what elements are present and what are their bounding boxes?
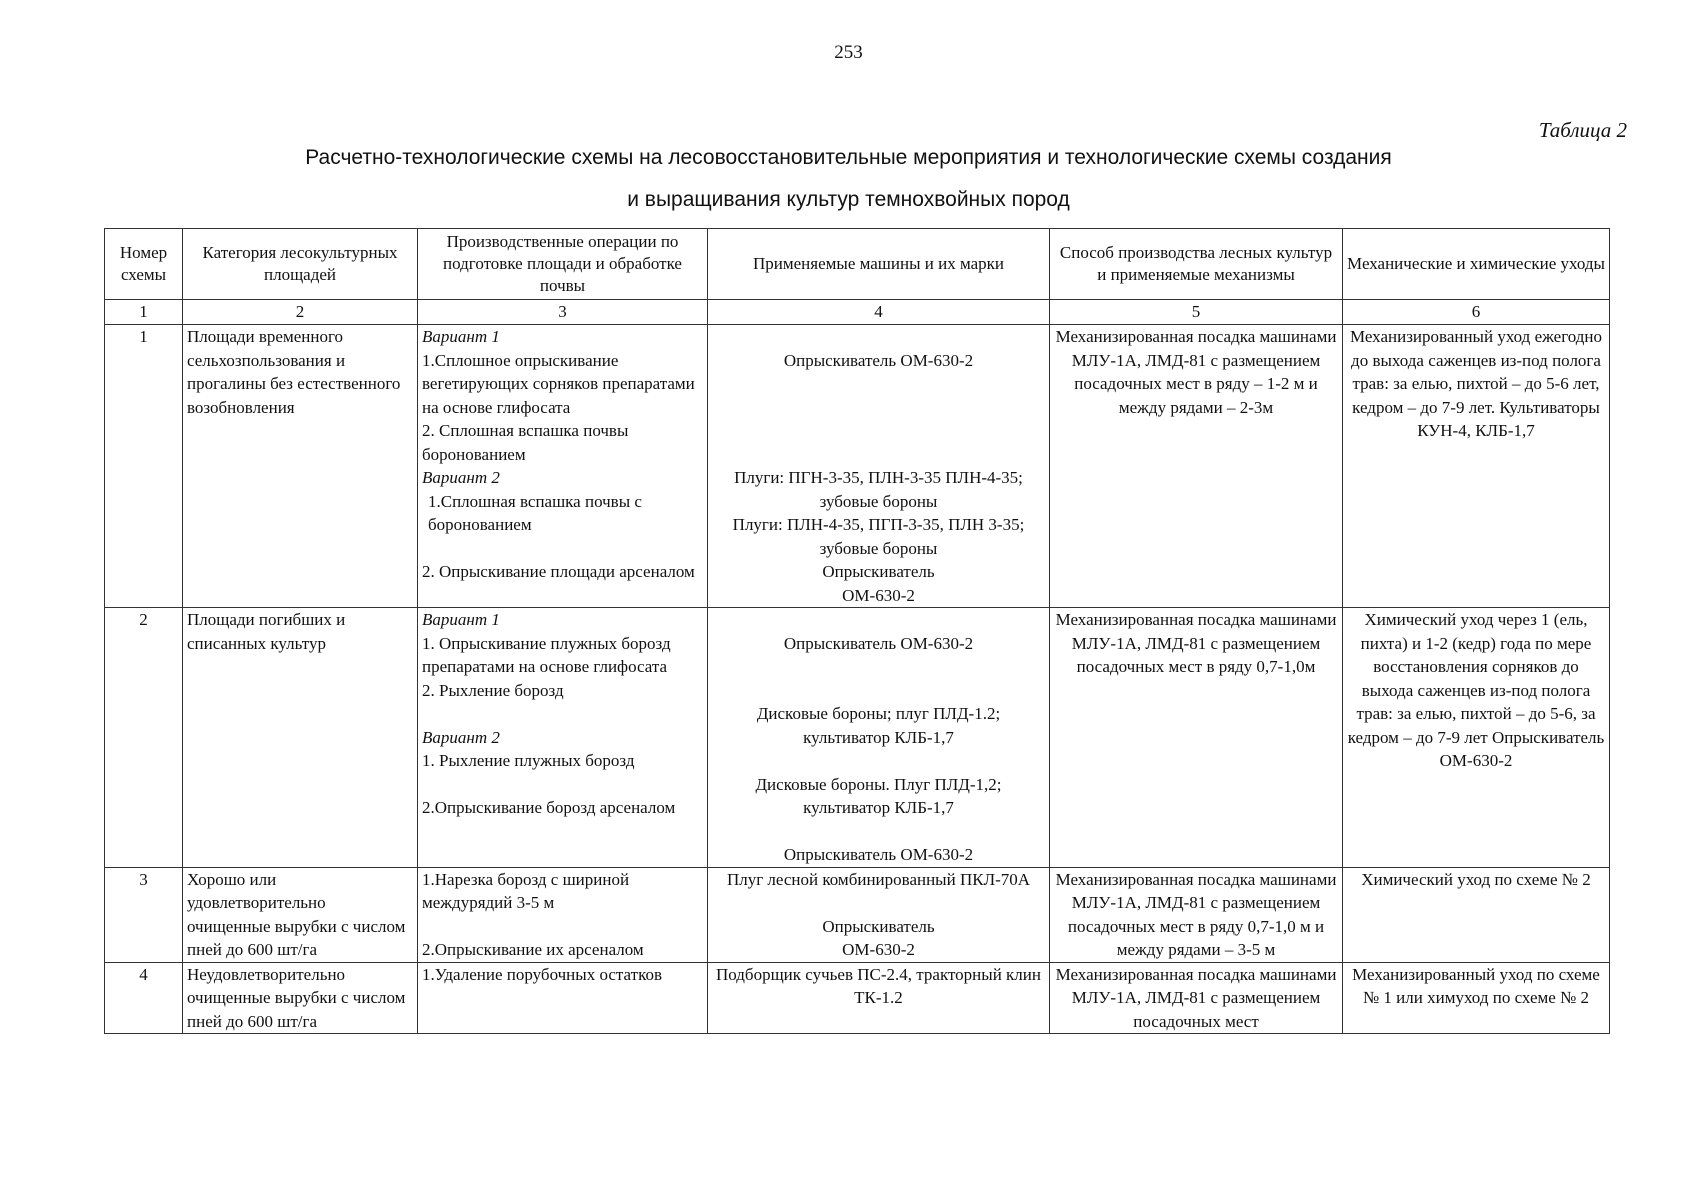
operations-cell [418, 325, 708, 608]
variant-label: Вариант 1 [422, 327, 500, 346]
machine-text: ОМ-630-2 [842, 940, 915, 959]
column-number: 1 [105, 300, 183, 325]
machine-text: Опрыскиватель ОМ-630-2 [783, 633, 974, 653]
machine-text: Опрыскиватель ОМ-630-2 [783, 845, 974, 864]
column-number: 2 [183, 300, 418, 325]
scheme-number: 2 [105, 608, 183, 868]
machine-text: Дисковые бороны; плуг ПЛД-1.2; культиватор КЛБ-1,7 [756, 704, 1001, 747]
column-number: 5 [1050, 300, 1343, 325]
table-row [105, 962, 1610, 1034]
machine-text: Опрыскиватель [822, 916, 935, 936]
machine-text: ОМ-630-2 [842, 585, 915, 605]
column-number-row [105, 300, 1610, 325]
table-label: Таблица 2 [1538, 118, 1627, 142]
scheme-number: 1 [105, 325, 183, 608]
machines-cell [708, 962, 1050, 1034]
variant-label: Вариант 2 [422, 727, 500, 747]
header-machines: Применяемые машины и их марки [708, 229, 1050, 300]
header-method: Способ производства лесных культур и применяемые механизмы [1050, 229, 1343, 300]
column-number: 3 [418, 300, 708, 325]
operations-cell [418, 608, 708, 868]
header-care: Механические и химические уходы [1343, 229, 1610, 300]
operation-text: 2.Опрыскивание их арсеналом [422, 940, 644, 959]
machine-text: Плуг лесной комбинированный ПКЛ-70А [726, 869, 1031, 889]
operation-text: 2. Опрыскивание площади арсеналом [422, 562, 695, 581]
operation-text: 2. Рыхление борозд [422, 680, 564, 700]
operation-text: 2. Сплошная вспашка почвы боронованием [422, 421, 629, 464]
machine-text: Плуги: ПЛН-4-35, ПГП-3-35, ПЛН 3-35; зубовые бороны [732, 515, 1025, 558]
production-method: Механизированная посадка машинами МЛУ-1А, ЛМД-81 с размещением посадочных мест в ряду 0,7-1,0м [1050, 608, 1343, 868]
table-row [105, 867, 1610, 962]
header-operations: Производственные операции по подготовке площади и обработке почвы [418, 229, 708, 300]
machine-text: Плуги: ПГН-3-35, ПЛН-3-35 ПЛН-4-35; зубовые бороны [734, 468, 1023, 511]
operation-text: 1.Сплошное опрыскивание вегетирующих сорняков препаратами на основе глифосата [422, 350, 695, 417]
production-method: Механизированная посадка машинами МЛУ-1А, ЛМД-81 с размещением посадочных мест в ряду – 1-2 м и между рядами – 2-3м [1050, 325, 1343, 608]
operations-cell [418, 962, 708, 1034]
area-category: Хорошо или удовлетворительно очищенные вырубки с числом пней до 600 шт/га [183, 867, 418, 962]
header-scheme-number: Номер схемы [105, 229, 183, 300]
production-method: Механизированная посадка машинами МЛУ-1А, ЛМД-81 с размещением посадочных мест в ряду 0,7-1,0 м и между рядами – 3-5 м [1050, 867, 1343, 962]
operation-text: 1. Опрыскивание плужных борозд препаратами на основе глифосата [422, 633, 671, 676]
area-category: Неудовлетворительно очищенные вырубки с числом пней до 600 шт/га [183, 962, 418, 1034]
table-row [105, 608, 1610, 868]
table-title-line-2: и выращивания культур темнохвойных пород [627, 188, 1070, 211]
page-number: 253 [834, 42, 863, 63]
table-title-line-1: Расчетно-технологические схемы на лесовосстановительные мероприятия и технологические схемы создания [305, 146, 1392, 169]
scheme-number: 3 [105, 867, 183, 962]
scheme-number: 4 [105, 962, 183, 1034]
care-method: Механизированный уход ежегодно до выхода саженцев из-под полога трав: за елью, пихтой – до 5-6 лет, кедром – до 7-9 лет. Культиваторы КУН-4, КЛБ-1,7 [1343, 325, 1610, 608]
schemes-table [104, 228, 1610, 1034]
machine-text: Опрыскиватель ОМ-630-2 [783, 350, 974, 370]
variant-label: Вариант 2 [422, 468, 500, 487]
operation-text: 1.Сплошная вспашка почвы с боронованием [428, 491, 642, 534]
table-row [105, 325, 1610, 608]
care-method: Химический уход через 1 (ель, пихта) и 1-2 (кедр) года по мере восстановления сорняков до выхода саженцев из-под полога трав: за елью, пихтой – до 5-6, за кедром – до 7-9 лет Опрыскиватель ОМ-630-2 [1343, 608, 1610, 868]
variant-label: Вариант 1 [422, 610, 500, 629]
machines-cell [708, 325, 1050, 608]
machine-text: Дисковые бороны. Плуг ПЛД-1,2; культиватор КЛБ-1,7 [755, 774, 1002, 817]
header-category: Категория лесокультурных площадей [183, 229, 418, 300]
machine-text: Подборщик сучьев ПС-2.4, тракторный клин ТК-1.2 [716, 964, 1041, 1007]
operation-text: 2.Опрыскивание борозд арсеналом [422, 798, 676, 817]
machine-text: Опрыскиватель [822, 562, 935, 581]
area-category: Площади погибших и списанных культур [183, 608, 418, 868]
operation-text: 1. Рыхление плужных борозд [422, 751, 635, 770]
area-category: Площади временного сельхозпользования и прогалины без естественного возобновления [183, 325, 418, 608]
operation-text: 1.Нарезка борозд с шириной междурядий 3-5 м [422, 869, 630, 912]
column-number: 6 [1343, 300, 1610, 325]
operation-text: 1.Удаление порубочных остатков [422, 964, 663, 984]
machines-cell [708, 867, 1050, 962]
column-number: 4 [708, 300, 1050, 325]
operations-cell [418, 867, 708, 962]
machines-cell [708, 608, 1050, 868]
care-method: Механизированный уход по схеме № 1 или химуход по схеме № 2 [1343, 962, 1610, 1034]
care-method: Химический уход по схеме № 2 [1343, 867, 1610, 962]
production-method: Механизированная посадка машинами МЛУ-1А, ЛМД-81 с размещением посадочных мест [1050, 962, 1343, 1034]
table-header-row [105, 229, 1610, 300]
